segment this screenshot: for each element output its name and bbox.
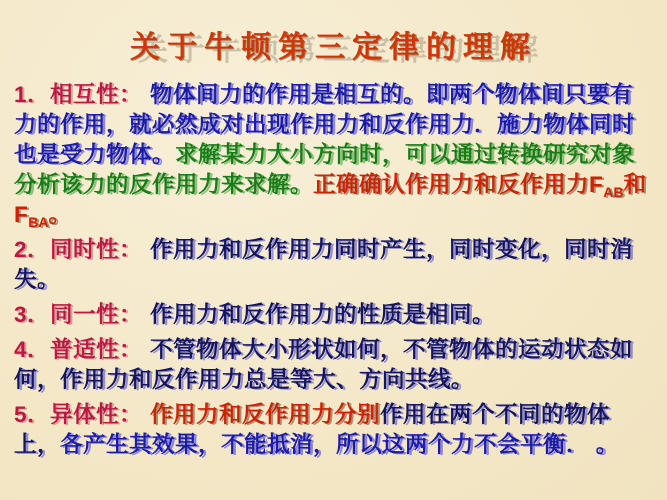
point-5-text-navy: 作用在两个不同的物体上， [14,402,611,457]
point-3 [14,300,653,330]
point-2 [14,235,653,295]
point-1-text-red: 正确确认作用力和反作用力F [313,172,604,197]
point-4-text: 不管物体大小形状如何，不管物体的运动状态如何，作用力和反作用力总是等大、方向共线。 [14,337,634,392]
slide-title: 关于牛顿第三定律的理解 [130,31,537,64]
point-5-text-red: 作用力和反作用力分别 [150,402,381,427]
point-1-label: 1．相互性： [14,82,143,107]
point-2-text: 作用力和反作用力同时产生，同时变化，同时消失。 [14,237,634,292]
point-1-text-blue: 物体间力的作用是相互的。即两个物体间只要有力的作用，就必然成对出现作用力和反作用力．施力物体同时也是受力物体。 [14,82,636,167]
point-1 [14,80,653,230]
point-1-text-red-2: 和F [14,172,647,227]
force-symbol-sub-ba: BA [28,214,49,230]
point-1-text-green: 求解某力大小方向时，可以通过转换研究对象分析该力的反作用力来求解。 [14,142,636,197]
point-1-text-red-3: 。 [48,202,72,227]
point-2-label: 2．同时性： [14,237,143,262]
point-5-text-blue: 各产生其效果，不能抵消，所以这两个力不会平衡． 。 [60,432,619,457]
point-3-label: 3．同一性： [14,302,143,327]
point-5-label: 5．异体性： [14,402,143,427]
point-4-label: 4．普适性： [14,337,143,362]
force-symbol-sub-ab: AB [603,184,624,200]
point-4 [14,335,653,395]
point-3-text: 作用力和反作用力的性质是相同。 [150,302,496,327]
point-5 [14,400,653,460]
